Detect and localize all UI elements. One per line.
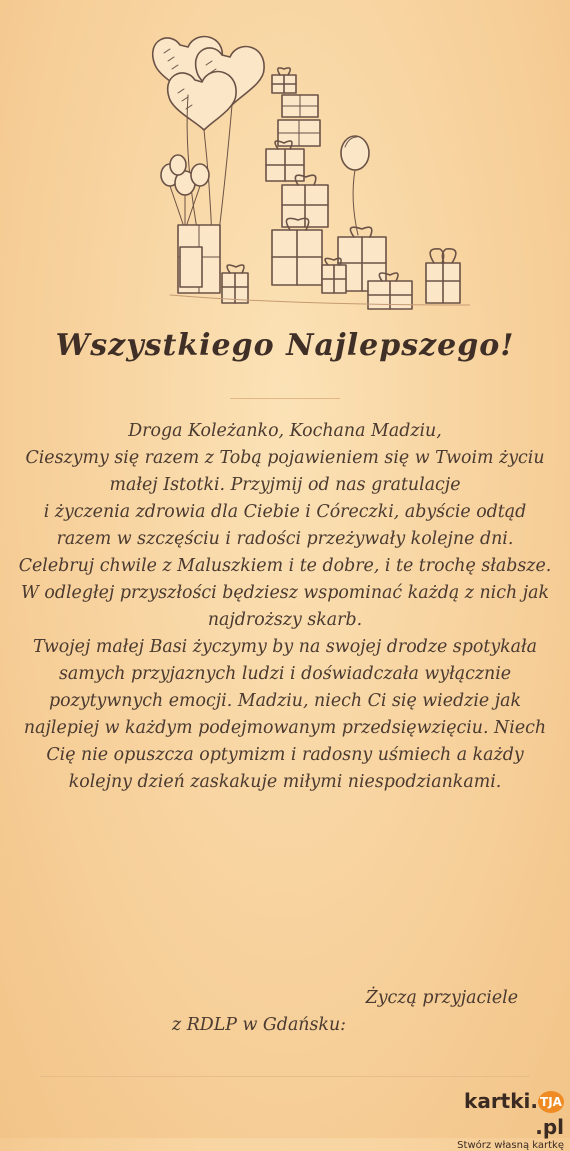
signature-line: Życzą przyjaciele [365,988,518,1008]
message-paragraph: Cieszymy się razem z Tobą pojawieniem się w Twoim życiu małej Istotki. Przyjmij od nas gratulacje [25,448,545,495]
card-title: Wszystkiego Najlepszego! [55,328,515,363]
site-logo: kartki. TJA.pl [464,1089,564,1139]
gift-tower-icon [266,68,328,285]
card-signature [0,985,570,1039]
gift-box-icon [178,225,248,303]
gift-box-icon [322,227,460,309]
card-message [18,418,552,796]
message-paragraph: Twojej małej Basi życzymy by na swojej drodze spotykała samych przyjaznych ludzi i doświadczała wyłącznie pozytywnych emocji. Madziu, niech Ci się wiedzie jak najlepiej w każdym podejmowanym przedsięwzięciu. Niech Cię nie opuszcza optymizm i radosny uśmiech a każdy kolejny dzień zaskakuje miłymi niespodziankami. [23,637,547,792]
signature-line: z RDLP w Gdańsku: [172,1015,347,1035]
balloon-cluster-icon [161,155,209,230]
logo-badge-icon: TJA [538,1091,564,1113]
logo-tagline: Stwórz własną kartkę [457,1140,564,1151]
divider [230,398,340,399]
gifts-and-balloons-illustration [140,25,470,315]
message-paragraph: Droga Koleżanko, Kochana Madziu, [128,421,442,441]
divider [40,1076,530,1077]
balloon-icon [341,136,369,235]
site-logo-link[interactable] [448,1088,564,1151]
message-paragraph: i życzenia zdrowia dla Ciebie i Córeczki, abyście odtąd razem w szczęściu i radości przeżywały kolejne dni. Celebruj chwile z Maluszkiem i te dobre, i te trochę słabsze. W odległej przyszłości będziesz wspominać każdą z nich jak najdroższy skarb. [18,502,552,630]
